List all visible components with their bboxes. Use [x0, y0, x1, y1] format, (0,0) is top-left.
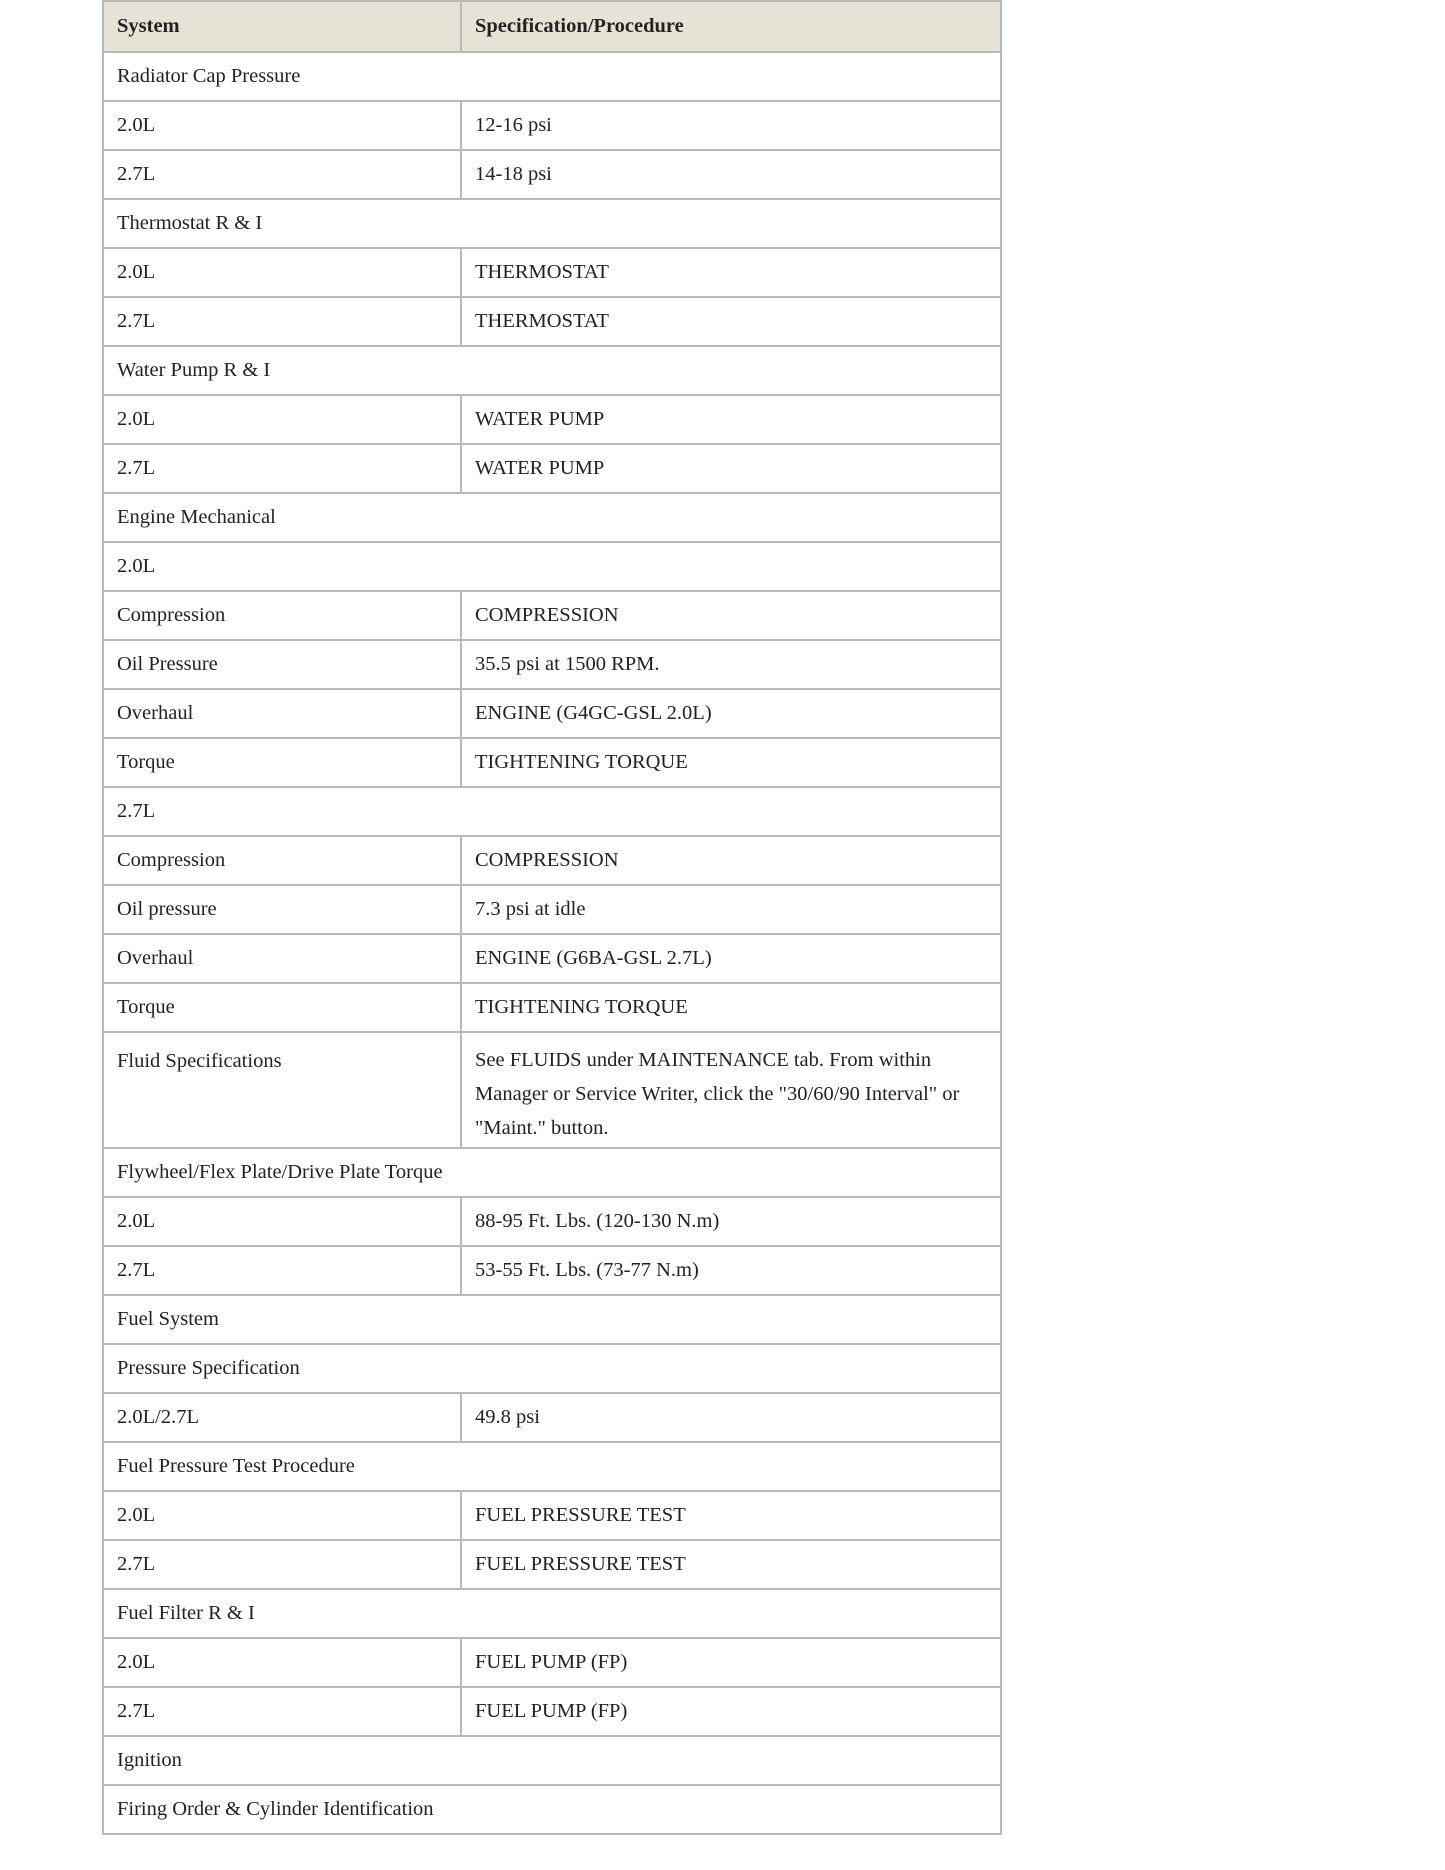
specification-cell: COMPRESSION — [461, 836, 1001, 885]
specification-cell: FUEL PUMP (FP) — [461, 1638, 1001, 1687]
system-cell: 2.7L — [103, 444, 461, 493]
specification-cell: 53-55 Ft. Lbs. (73-77 N.m) — [461, 1246, 1001, 1295]
table-row — [103, 395, 1001, 444]
system-cell: 2.0L — [103, 1638, 461, 1687]
system-cell: Compression — [103, 591, 461, 640]
section-label: Radiator Cap Pressure — [103, 52, 1001, 101]
specification-cell: COMPRESSION — [461, 591, 1001, 640]
table-section-row — [103, 787, 1001, 836]
system-cell: 2.7L — [103, 1687, 461, 1736]
header-system: System — [103, 1, 461, 52]
system-cell: 2.0L/2.7L — [103, 1393, 461, 1442]
table-row — [103, 836, 1001, 885]
specification-cell: 35.5 psi at 1500 RPM. — [461, 640, 1001, 689]
table-row — [103, 444, 1001, 493]
system-cell: Compression — [103, 836, 461, 885]
table-row — [103, 591, 1001, 640]
table-row — [103, 934, 1001, 983]
table-row — [103, 248, 1001, 297]
table-row — [103, 689, 1001, 738]
system-cell: 2.0L — [103, 1197, 461, 1246]
table-row — [103, 1197, 1001, 1246]
table-row — [103, 1540, 1001, 1589]
system-cell: Torque — [103, 738, 461, 787]
system-cell: 2.0L — [103, 101, 461, 150]
table-section-row — [103, 1148, 1001, 1197]
table-section-row — [103, 1344, 1001, 1393]
section-label: Flywheel/Flex Plate/Drive Plate Torque — [103, 1148, 1001, 1197]
table-section-row — [103, 542, 1001, 591]
table-row — [103, 1246, 1001, 1295]
system-cell: Oil pressure — [103, 885, 461, 934]
section-label: Firing Order & Cylinder Identification — [103, 1785, 1001, 1834]
table-row — [103, 1687, 1001, 1736]
specification-cell: FUEL PRESSURE TEST — [461, 1540, 1001, 1589]
specification-cell: TIGHTENING TORQUE — [461, 983, 1001, 1032]
section-label: 2.7L — [103, 787, 1001, 836]
specification-cell: 14-18 psi — [461, 150, 1001, 199]
table-section-row — [103, 1589, 1001, 1638]
table-section-row — [103, 52, 1001, 101]
table-header — [103, 1, 1001, 52]
specification-cell: 7.3 psi at idle — [461, 885, 1001, 934]
system-cell: 2.7L — [103, 1246, 461, 1295]
specification-cell: THERMOSTAT — [461, 297, 1001, 346]
table-section-row — [103, 1736, 1001, 1785]
table-section-row — [103, 1785, 1001, 1834]
system-cell: 2.7L — [103, 150, 461, 199]
table-row — [103, 983, 1001, 1032]
table-row — [103, 1393, 1001, 1442]
specification-cell: 88-95 Ft. Lbs. (120-130 N.m) — [461, 1197, 1001, 1246]
system-cell: 2.0L — [103, 395, 461, 444]
table-row — [103, 101, 1001, 150]
specification-cell: 49.8 psi — [461, 1393, 1001, 1442]
table-row — [103, 297, 1001, 346]
system-cell: Oil Pressure — [103, 640, 461, 689]
section-label: Fuel Pressure Test Procedure — [103, 1442, 1001, 1491]
system-cell: 2.0L — [103, 1491, 461, 1540]
section-label: Thermostat R & I — [103, 199, 1001, 248]
table-row — [103, 150, 1001, 199]
system-cell: 2.0L — [103, 248, 461, 297]
header-row — [103, 1, 1001, 52]
specification-cell: THERMOSTAT — [461, 248, 1001, 297]
specification-cell: 12-16 psi — [461, 101, 1001, 150]
table-section-row — [103, 346, 1001, 395]
spec-table — [102, 0, 1002, 1835]
table-row — [103, 1638, 1001, 1687]
section-label: Water Pump R & I — [103, 346, 1001, 395]
section-label: Pressure Specification — [103, 1344, 1001, 1393]
specification-cell: See FLUIDS under MAINTENANCE tab. From within Manager or Service Writer, click the "30/60/90 Interval" or "Maint." button. — [461, 1032, 1001, 1148]
section-label: 2.0L — [103, 542, 1001, 591]
section-label: Ignition — [103, 1736, 1001, 1785]
table-row — [103, 1032, 1001, 1148]
table-section-row — [103, 493, 1001, 542]
table-section-row — [103, 199, 1001, 248]
system-cell: 2.7L — [103, 297, 461, 346]
table-section-row — [103, 1442, 1001, 1491]
specification-cell: WATER PUMP — [461, 395, 1001, 444]
specification-cell: WATER PUMP — [461, 444, 1001, 493]
section-label: Engine Mechanical — [103, 493, 1001, 542]
table-section-row — [103, 1295, 1001, 1344]
system-cell: Torque — [103, 983, 461, 1032]
table-row — [103, 640, 1001, 689]
table-body — [103, 52, 1001, 1834]
table-row — [103, 885, 1001, 934]
section-label: Fuel System — [103, 1295, 1001, 1344]
system-cell: Overhaul — [103, 689, 461, 738]
system-cell: 2.7L — [103, 1540, 461, 1589]
table-row — [103, 1491, 1001, 1540]
specification-cell: ENGINE (G4GC-GSL 2.0L) — [461, 689, 1001, 738]
specification-cell: TIGHTENING TORQUE — [461, 738, 1001, 787]
header-specification: Specification/Procedure — [461, 1, 1001, 52]
specification-cell: ENGINE (G6BA-GSL 2.7L) — [461, 934, 1001, 983]
specification-cell: FUEL PRESSURE TEST — [461, 1491, 1001, 1540]
table-row — [103, 738, 1001, 787]
specification-cell: FUEL PUMP (FP) — [461, 1687, 1001, 1736]
system-cell: Fluid Specifications — [103, 1032, 461, 1148]
system-cell: Overhaul — [103, 934, 461, 983]
section-label: Fuel Filter R & I — [103, 1589, 1001, 1638]
